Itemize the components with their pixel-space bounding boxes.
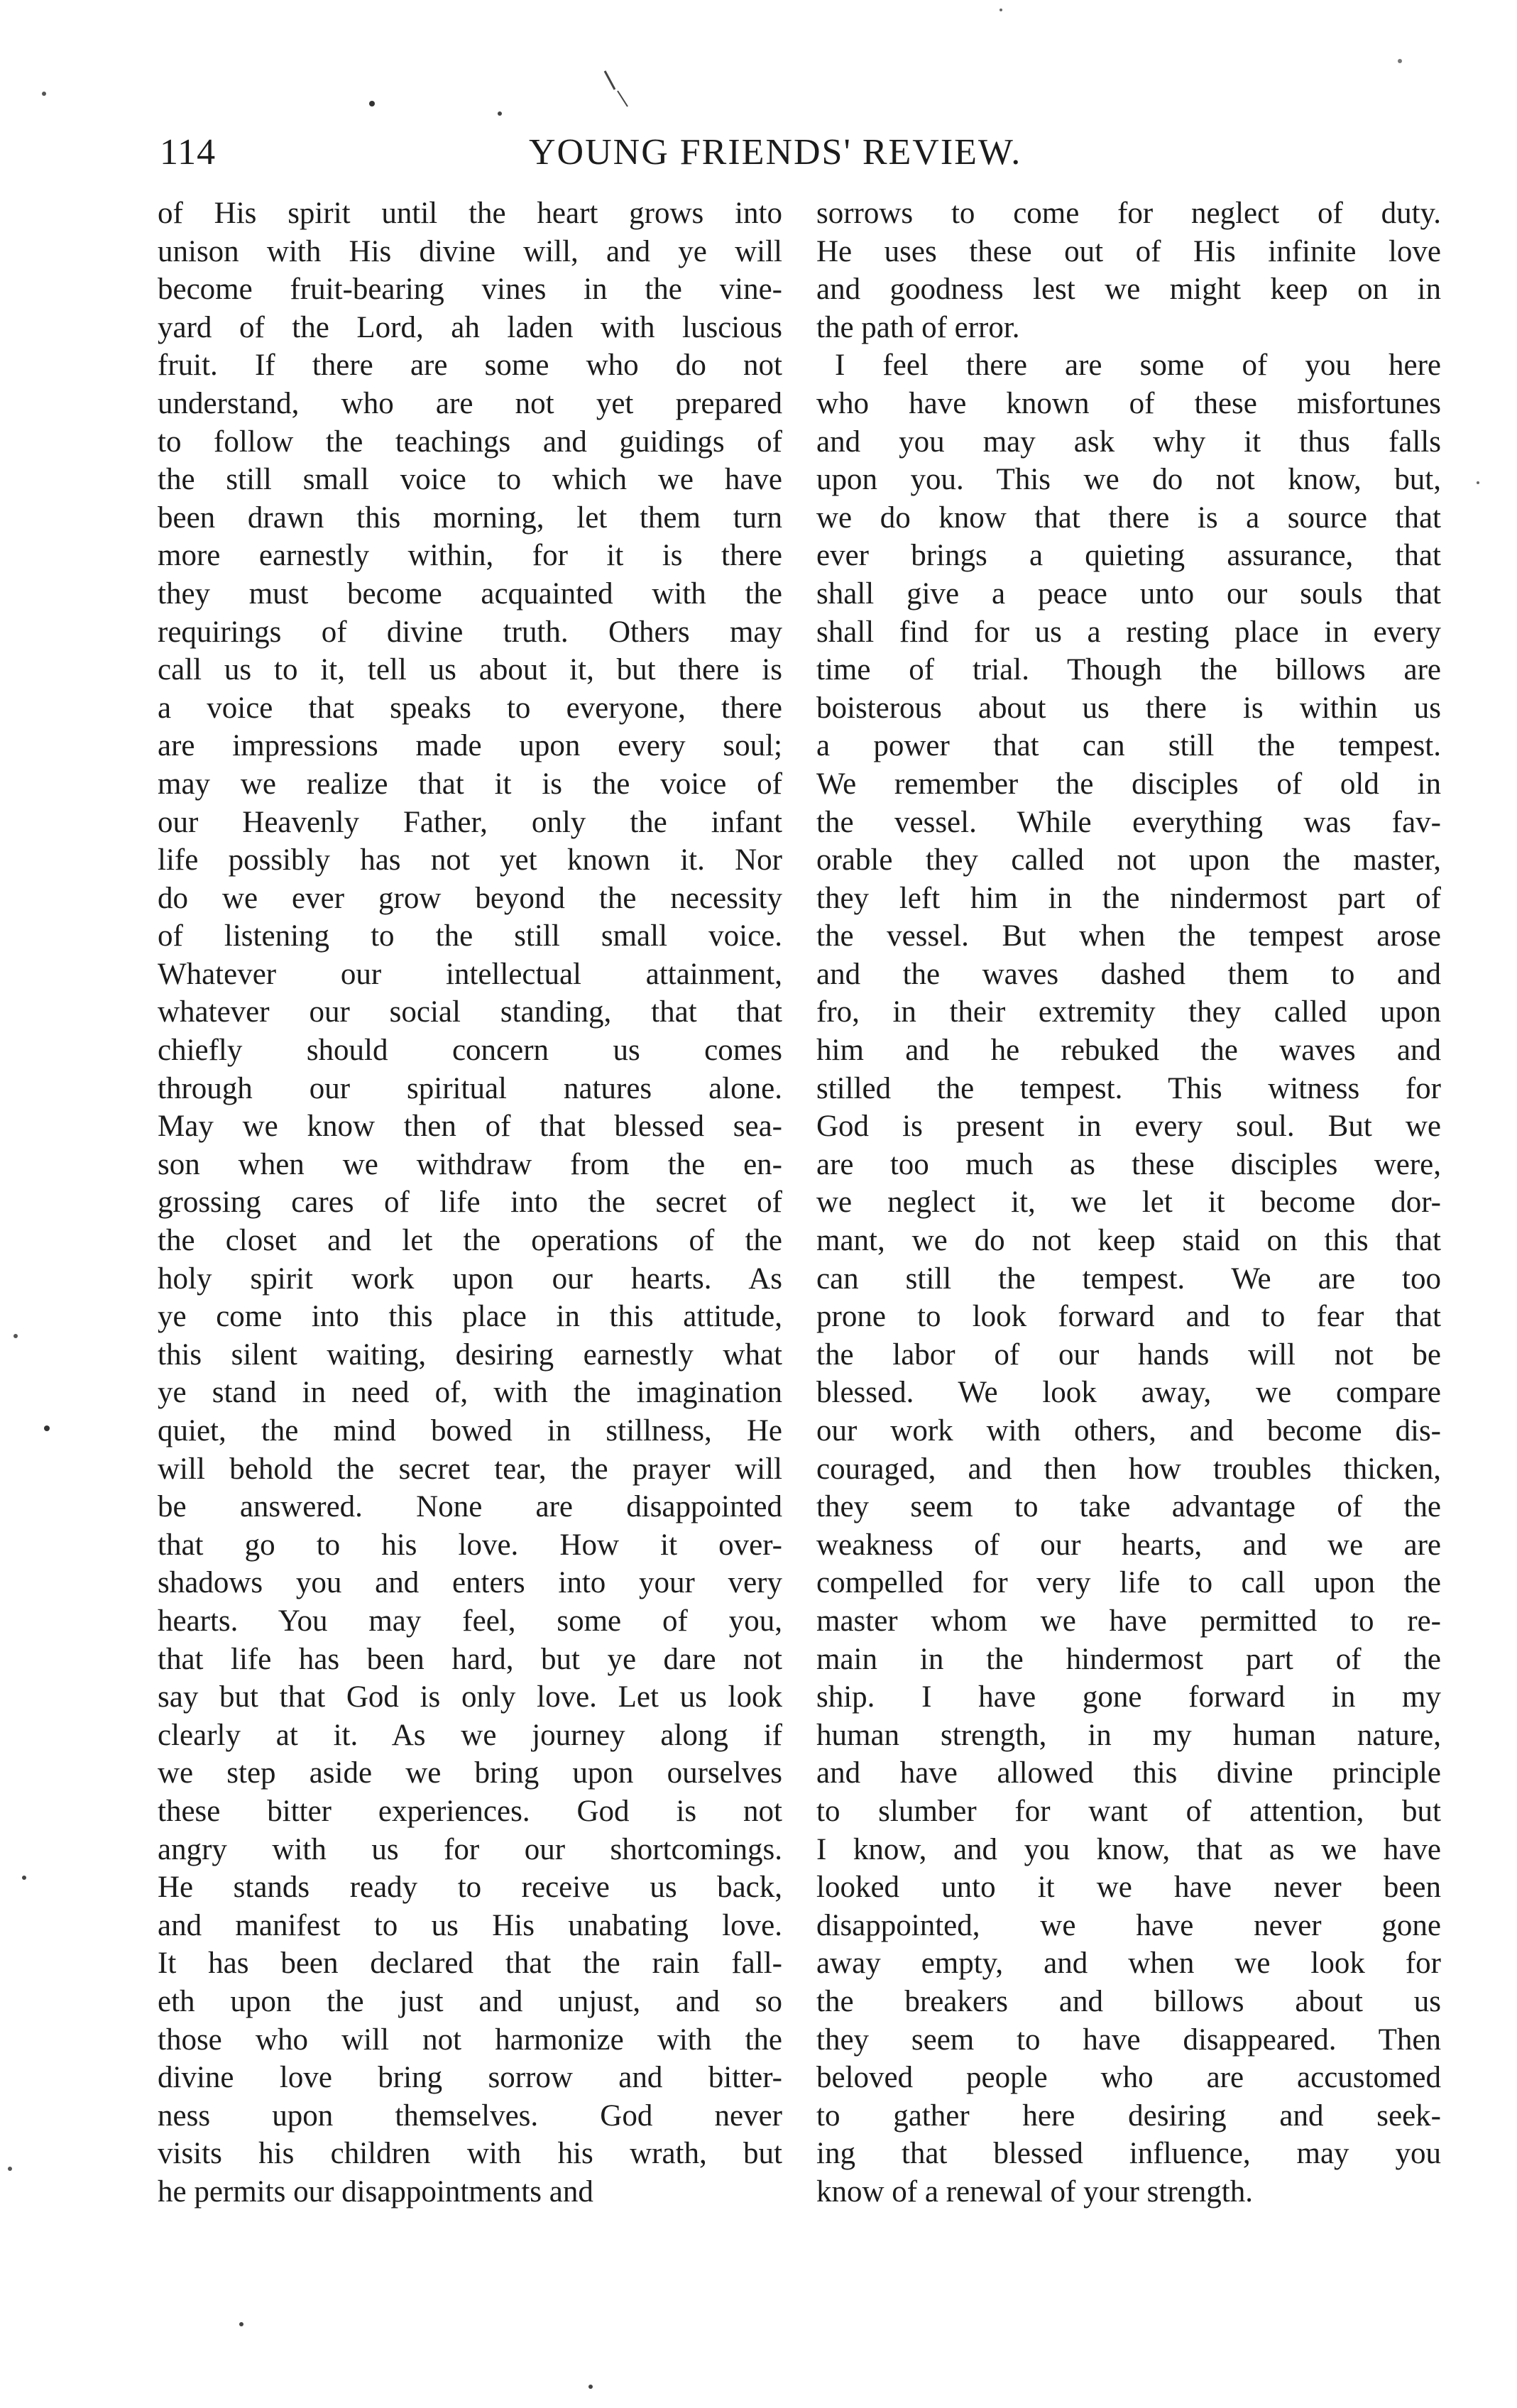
text-line: ing that blessed influence, may you [816,2137,1441,2171]
text-line: the vessel. But when the tempest arose [816,919,1441,953]
speck [239,2322,243,2326]
text-line: will behold the secret tear, the prayer will [158,1452,782,1486]
text-line: a power that can still the tempest. [816,729,1441,763]
text-line: Whatever our intellectual attainment, [158,957,782,991]
text-line: and the waves dashed them to and [816,957,1441,991]
text-line: do we ever grow beyond the necessity [158,881,782,915]
text-line: shadows you and enters into your very [158,1566,782,1600]
text-line: I know, and you know, that as we have [816,1832,1441,1866]
text-line: understand, who are not yet prepared [158,386,782,420]
text-line: ever brings a quieting assurance, that [816,539,1441,573]
text-line: life possibly has not yet known it. Nor [158,843,782,877]
text-line: hearts. You may feel, some of you, [158,1604,782,1638]
text-line: and have allowed this divine principle [816,1756,1441,1790]
text-line: may we realize that it is the voice of [158,767,782,801]
text-line: those who will not harmonize with the [158,2023,782,2057]
text-line: he permits our disappointments and [158,2174,593,2209]
text-line: disappointed, we have never gone [816,1908,1441,1942]
text-line: of His spirit until the heart grows into [158,197,782,230]
text-line: been drawn this morning, let them turn [158,500,782,535]
text-line: main in the hindermost part of the [816,1642,1441,1676]
text-line: away empty, and when we look for [816,1947,1441,1981]
text-line: upon you. This we do not know, but, [816,463,1441,497]
text-line: call us to it, tell us about it, but there is [158,653,782,687]
text-line: to follow the teachings and guidings of [158,425,782,459]
text-line: son when we withdraw from the en- [158,1147,782,1181]
page-number: 114 [160,132,217,173]
text-line: we step aside we bring upon ourselves [158,1756,782,1790]
speck [1477,481,1479,484]
text-line: that go to his love. How it over- [158,1528,782,1562]
text-line: our work with others, and become dis- [816,1414,1441,1447]
page-header [160,131,1367,181]
text-line: and goodness lest we might keep on in [816,273,1441,307]
text-line: visits his children with his wrath, but [158,2137,782,2171]
speck [22,1876,26,1880]
text-line: orable they called not upon the master, [816,843,1441,877]
text-line: be answered. None are disappointed [158,1490,782,1524]
text-line: and you may ask why it thus falls [816,425,1441,459]
text-line: prone to look forward and to fear that [816,1300,1441,1334]
text-line: they left him in the nindermost part of [816,881,1441,915]
text-line: say but that God is only love. Let us look [158,1680,782,1714]
text-line: they seem to have disappeared. Then [816,2023,1441,2057]
speck [44,1425,50,1431]
text-line: couraged, and then how troubles thicken, [816,1452,1441,1486]
text-line: stilled the tempest. This witness for [816,1071,1441,1105]
text-line: holy spirit work upon our hearts. As [158,1262,782,1296]
text-line: unison with His divine will, and ye will [158,234,782,268]
text-line: we neglect it, we let it become dor- [816,1186,1441,1220]
text-line: time of trial. Though the billows are [816,653,1441,687]
speck [13,1334,18,1338]
text-line: are too much as these disciples were, [816,1147,1441,1181]
text-line: who have known of these misfortunes [816,386,1441,420]
text-line: through our spiritual natures alone. [158,1071,782,1105]
text-line: grossing cares of life into the secret of [158,1186,782,1220]
text-line: We remember the disciples of old in [816,767,1441,801]
text-line: He stands ready to receive us back, [158,1871,782,1905]
speck [618,91,628,106]
text-line: eth upon the just and unjust, and so [158,1984,782,2018]
text-line: chiefly should concern us comes [158,1034,782,1068]
text-line: whatever our social standing, that that [158,995,782,1029]
running-head: YOUNG FRIENDS' REVIEW. [529,132,1022,173]
text-line: ness upon themselves. God never [158,2098,782,2133]
text-line: ship. I have gone forward in my [816,1680,1441,1714]
text-line: our Heavenly Father, only the infant [158,805,782,839]
speck [588,2385,593,2389]
text-line: divine love bring sorrow and bitter- [158,2061,782,2095]
text-line: become fruit-bearing vines in the vine- [158,273,782,307]
text-line: are impressions made upon every soul; [158,729,782,763]
text-line: human strength, in my human nature, [816,1718,1441,1752]
text-line: He uses these out of His infinite love [816,234,1441,268]
text-line: I feel there are some of you here [835,349,1441,383]
text-line: can still the tempest. We are too [816,1262,1441,1296]
text-line: the vessel. While everything was fav- [816,805,1441,839]
text-line: the closet and let the operations of the [158,1224,782,1258]
text-line: fro, in their extremity they called upon [816,995,1441,1029]
text-line: the still small voice to which we have [158,463,782,497]
text-line: looked unto it we have never been [816,1871,1441,1905]
text-line: the path of error. [816,310,1020,344]
speck [369,101,375,106]
text-line: shall give a peace unto our souls that [816,576,1441,611]
text-line: ye come into this place in this attitude, [158,1300,782,1334]
text-line: beloved people who are accustomed [816,2061,1441,2095]
text-line: shall find for us a resting place in every [816,615,1441,649]
text-line: a voice that speaks to everyone, there [158,691,782,725]
text-line: clearly at it. As we journey along if [158,1718,782,1752]
text-line: they seem to take advantage of the [816,1490,1441,1524]
text-line: these bitter experiences. God is not [158,1794,782,1828]
text-line: boisterous about us there is within us [816,691,1441,725]
text-line: weakness of our hearts, and we are [816,1528,1441,1562]
text-line: more earnestly within, for it is there [158,539,782,573]
right-text-column [816,195,1441,2211]
text-line: quiet, the mind bowed in stillness, He [158,1414,782,1447]
text-line: May we know then of that blessed sea- [158,1110,782,1144]
speck [1000,9,1002,11]
speck [42,92,46,96]
text-line: of listening to the still small voice. [158,919,782,953]
text-line: compelled for very life to call upon the [816,1566,1441,1600]
text-line: to slumber for want of attention, but [816,1794,1441,1828]
text-line: we do know that there is a source that [816,500,1441,535]
text-line: know of a renewal of your strength. [816,2174,1253,2209]
text-line: requirings of divine truth. Others may [158,615,782,649]
text-line: God is present in every soul. But we [816,1110,1441,1144]
text-line: him and he rebuked the waves and [816,1034,1441,1068]
text-line: blessed. We look away, we compare [816,1376,1441,1410]
text-line: that life has been hard, but ye dare not [158,1642,782,1676]
text-line: this silent waiting, desiring earnestly what [158,1337,782,1372]
text-line: the labor of our hands will not be [816,1337,1441,1372]
text-line: the breakers and billows about us [816,1984,1441,2018]
speck [8,2167,12,2171]
text-line: to gather here desiring and seek- [816,2098,1441,2133]
text-line: ye stand in need of, with the imagination [158,1376,782,1410]
text-line: they must become acquainted with the [158,576,782,611]
text-line: and manifest to us His unabating love. [158,1908,782,1942]
speck [605,71,615,89]
text-line: angry with us for our shortcomings. [158,1832,782,1866]
text-line: yard of the Lord, ah laden with luscious [158,310,782,344]
text-line: It has been declared that the rain fall- [158,1947,782,1981]
text-line: fruit. If there are some who do not [158,349,782,383]
left-text-column [158,195,782,2211]
speck [1398,59,1402,63]
text-line: mant, we do not keep staid on this that [816,1224,1441,1258]
speck [498,111,502,116]
text-line: master whom we have permitted to re- [816,1604,1441,1638]
text-line: sorrows to come for neglect of duty. [816,197,1441,230]
